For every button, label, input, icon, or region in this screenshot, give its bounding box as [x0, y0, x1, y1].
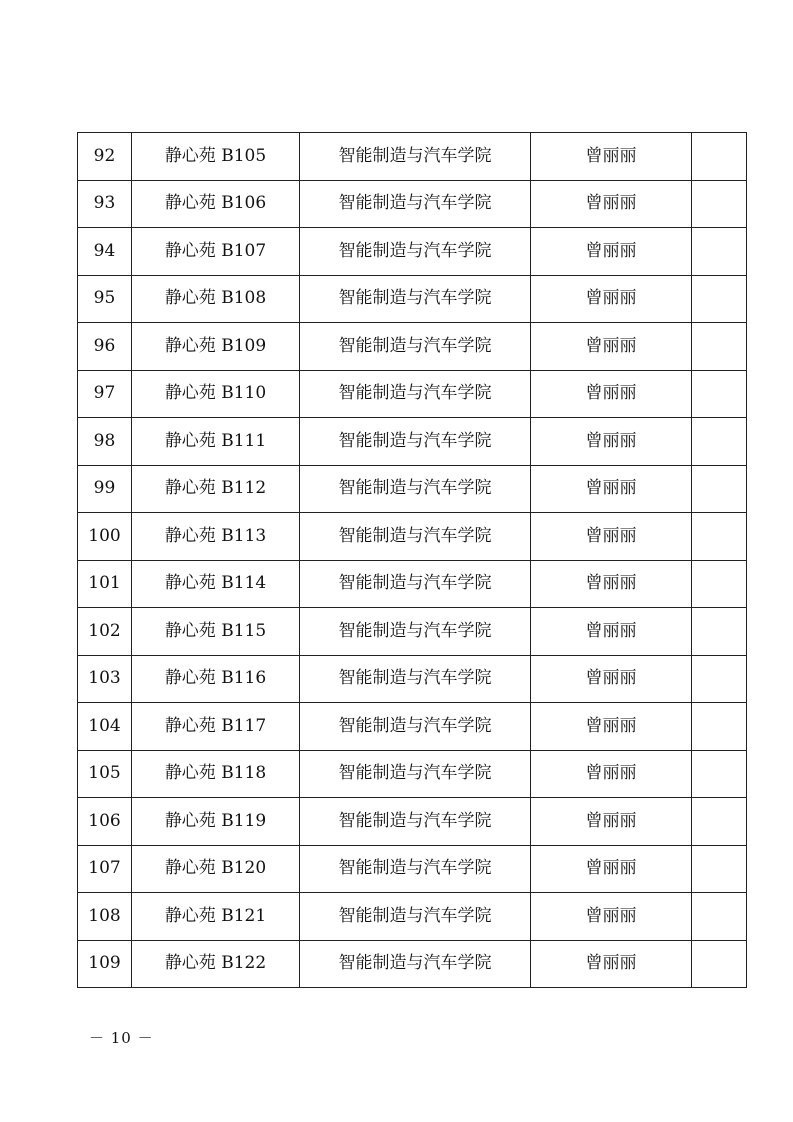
row-number-cell: 100 — [78, 513, 132, 561]
table-row — [78, 608, 747, 656]
college-cell: 智能制造与汽车学院 — [300, 418, 531, 466]
row-number-cell: 99 — [78, 465, 132, 513]
college-cell: 智能制造与汽车学院 — [300, 465, 531, 513]
table-row — [78, 275, 747, 323]
remarks-cell — [692, 275, 747, 323]
person-in-charge-cell: 曾丽丽 — [531, 608, 692, 656]
person-in-charge-cell: 曾丽丽 — [531, 703, 692, 751]
row-number-cell: 94 — [78, 228, 132, 276]
dorm-room-cell: 静心苑 B108 — [132, 275, 300, 323]
college-cell: 智能制造与汽车学院 — [300, 370, 531, 418]
table-row — [78, 228, 747, 276]
person-in-charge-cell: 曾丽丽 — [531, 370, 692, 418]
dorm-room-cell: 静心苑 B115 — [132, 608, 300, 656]
remarks-cell — [692, 655, 747, 703]
college-cell: 智能制造与汽车学院 — [300, 275, 531, 323]
college-cell: 智能制造与汽车学院 — [300, 323, 531, 371]
table-row — [78, 655, 747, 703]
dorm-room-cell: 静心苑 B107 — [132, 228, 300, 276]
remarks-cell — [692, 940, 747, 988]
table-row — [78, 465, 747, 513]
table-row — [78, 798, 747, 846]
row-number-cell: 93 — [78, 180, 132, 228]
person-in-charge-cell: 曾丽丽 — [531, 798, 692, 846]
person-in-charge-cell: 曾丽丽 — [531, 228, 692, 276]
row-number-cell: 109 — [78, 940, 132, 988]
person-in-charge-cell: 曾丽丽 — [531, 560, 692, 608]
page-number: － 10 － — [89, 1029, 154, 1047]
dorm-room-cell: 静心苑 B113 — [132, 513, 300, 561]
dorm-room-cell: 静心苑 B105 — [132, 133, 300, 181]
remarks-cell — [692, 703, 747, 751]
table-row — [78, 323, 747, 371]
roster-table — [77, 132, 747, 988]
row-number-cell: 96 — [78, 323, 132, 371]
table-row — [78, 133, 747, 181]
remarks-cell — [692, 465, 747, 513]
person-in-charge-cell: 曾丽丽 — [531, 323, 692, 371]
row-number-cell: 102 — [78, 608, 132, 656]
dorm-room-cell: 静心苑 B117 — [132, 703, 300, 751]
person-in-charge-cell: 曾丽丽 — [531, 465, 692, 513]
dorm-room-cell: 静心苑 B111 — [132, 418, 300, 466]
dorm-room-cell: 静心苑 B114 — [132, 560, 300, 608]
row-number-cell: 105 — [78, 750, 132, 798]
row-number-cell: 103 — [78, 655, 132, 703]
person-in-charge-cell: 曾丽丽 — [531, 893, 692, 941]
remarks-cell — [692, 133, 747, 181]
person-in-charge-cell: 曾丽丽 — [531, 418, 692, 466]
row-number-cell: 95 — [78, 275, 132, 323]
remarks-cell — [692, 798, 747, 846]
roster-table-body — [78, 133, 747, 988]
dorm-room-cell: 静心苑 B116 — [132, 655, 300, 703]
person-in-charge-cell: 曾丽丽 — [531, 940, 692, 988]
table-row — [78, 845, 747, 893]
college-cell: 智能制造与汽车学院 — [300, 655, 531, 703]
table-row — [78, 893, 747, 941]
person-in-charge-cell: 曾丽丽 — [531, 655, 692, 703]
remarks-cell — [692, 845, 747, 893]
college-cell: 智能制造与汽车学院 — [300, 703, 531, 751]
college-cell: 智能制造与汽车学院 — [300, 893, 531, 941]
college-cell: 智能制造与汽车学院 — [300, 798, 531, 846]
table-row — [78, 370, 747, 418]
remarks-cell — [692, 418, 747, 466]
college-cell: 智能制造与汽车学院 — [300, 608, 531, 656]
college-cell: 智能制造与汽车学院 — [300, 940, 531, 988]
college-cell: 智能制造与汽车学院 — [300, 845, 531, 893]
person-in-charge-cell: 曾丽丽 — [531, 845, 692, 893]
row-number-cell: 97 — [78, 370, 132, 418]
dorm-room-cell: 静心苑 B120 — [132, 845, 300, 893]
remarks-cell — [692, 228, 747, 276]
dorm-room-cell: 静心苑 B106 — [132, 180, 300, 228]
remarks-cell — [692, 370, 747, 418]
row-number-cell: 101 — [78, 560, 132, 608]
table-row — [78, 750, 747, 798]
row-number-cell: 106 — [78, 798, 132, 846]
person-in-charge-cell: 曾丽丽 — [531, 750, 692, 798]
row-number-cell: 104 — [78, 703, 132, 751]
table-row — [78, 703, 747, 751]
person-in-charge-cell: 曾丽丽 — [531, 180, 692, 228]
remarks-cell — [692, 893, 747, 941]
person-in-charge-cell: 曾丽丽 — [531, 513, 692, 561]
roster-table-container — [77, 132, 747, 988]
row-number-cell: 108 — [78, 893, 132, 941]
remarks-cell — [692, 513, 747, 561]
college-cell: 智能制造与汽车学院 — [300, 228, 531, 276]
dorm-room-cell: 静心苑 B109 — [132, 323, 300, 371]
dorm-room-cell: 静心苑 B119 — [132, 798, 300, 846]
remarks-cell — [692, 323, 747, 371]
person-in-charge-cell: 曾丽丽 — [531, 133, 692, 181]
table-row — [78, 513, 747, 561]
dorm-room-cell: 静心苑 B110 — [132, 370, 300, 418]
table-row — [78, 180, 747, 228]
table-row — [78, 418, 747, 466]
table-row — [78, 940, 747, 988]
college-cell: 智能制造与汽车学院 — [300, 180, 531, 228]
row-number-cell: 92 — [78, 133, 132, 181]
college-cell: 智能制造与汽车学院 — [300, 513, 531, 561]
table-row — [78, 560, 747, 608]
remarks-cell — [692, 750, 747, 798]
dorm-room-cell: 静心苑 B121 — [132, 893, 300, 941]
remarks-cell — [692, 608, 747, 656]
college-cell: 智能制造与汽车学院 — [300, 560, 531, 608]
dorm-room-cell: 静心苑 B118 — [132, 750, 300, 798]
remarks-cell — [692, 180, 747, 228]
college-cell: 智能制造与汽车学院 — [300, 133, 531, 181]
row-number-cell: 98 — [78, 418, 132, 466]
dorm-room-cell: 静心苑 B112 — [132, 465, 300, 513]
college-cell: 智能制造与汽车学院 — [300, 750, 531, 798]
person-in-charge-cell: 曾丽丽 — [531, 275, 692, 323]
remarks-cell — [692, 560, 747, 608]
dorm-room-cell: 静心苑 B122 — [132, 940, 300, 988]
row-number-cell: 107 — [78, 845, 132, 893]
